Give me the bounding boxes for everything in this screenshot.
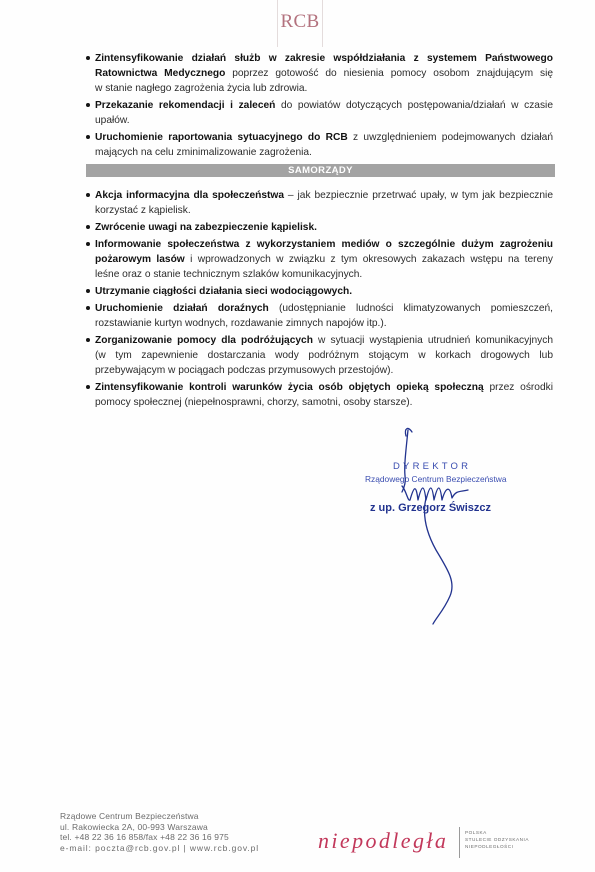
bold-text: Uruchomienie działań doraźnych xyxy=(95,302,269,314)
body-text: pomocy społecznej (niepełnosprawni, chorzy, samotni, osoby starsze). xyxy=(95,396,413,408)
bullet-icon xyxy=(86,135,90,139)
text-line xyxy=(95,113,553,128)
list-item xyxy=(95,237,553,282)
list-item xyxy=(95,380,553,410)
body-text: do powiatów dotyczących postępowania/działań w czasie xyxy=(275,99,553,111)
bullet-icon xyxy=(86,225,90,229)
footer-street: ul. Rakowiecka 2A, 00-993 Warszawa xyxy=(60,821,208,832)
signature-stroke-tail xyxy=(424,498,452,624)
text-line xyxy=(95,316,553,331)
text-line xyxy=(95,333,553,348)
body-text: i wprowadzonych w związku z tym okresowych zakazach wstępu na tereny xyxy=(184,253,553,265)
tagline-line: POLSKA xyxy=(465,829,487,835)
text-line xyxy=(95,348,553,363)
text-line xyxy=(95,380,553,395)
text-line xyxy=(95,220,553,235)
bold-text: pożarowym lasów xyxy=(95,253,185,265)
bold-text: Zintensyfikowanie działań służb w zakresie współdziałania z systemem Państwowego xyxy=(95,52,553,64)
text-line xyxy=(95,203,553,218)
bold-text: Utrzymanie ciągłości działania sieci wodociągowych. xyxy=(95,285,353,297)
text-line xyxy=(95,66,553,81)
list-item xyxy=(95,188,553,218)
bullet-icon xyxy=(86,103,90,107)
body-text: – jak bezpiecznie przetrwać upały, w tym jak bezpiecznie xyxy=(284,189,553,201)
signature-stroke-loops xyxy=(402,486,468,500)
text-line xyxy=(95,188,553,203)
text-line xyxy=(95,237,553,252)
list-item xyxy=(95,220,553,235)
footer-email-web: e-mail: poczta@rcb.gov.pl | www.rcb.gov.pl xyxy=(60,843,260,854)
text-line xyxy=(95,81,553,96)
text-line xyxy=(95,301,553,316)
list-item xyxy=(95,301,553,331)
bullet-icon xyxy=(86,242,90,246)
body-text: w stanie nagłego zagrożenia życia lub zdrowia. xyxy=(95,82,308,94)
stamp-institution: Rządowego Centrum Bezpieczeństwa xyxy=(365,474,507,484)
bullet-icon xyxy=(86,56,90,60)
text-line xyxy=(95,98,553,113)
section-heading-bar xyxy=(86,164,555,177)
local-government-bullet-list xyxy=(95,188,553,412)
footer-phone: tel. +48 22 36 16 858/fax +48 22 36 16 975 xyxy=(60,832,229,843)
list-item xyxy=(95,130,553,160)
bold-text: Ratownictwa Medycznego xyxy=(95,67,226,79)
text-line xyxy=(95,130,553,145)
text-line xyxy=(95,252,553,267)
body-text: przebywającym w pociągach podczas przymusowych przestojów). xyxy=(95,364,394,376)
bullet-icon xyxy=(86,306,90,310)
signature-stroke-top xyxy=(402,429,412,492)
list-item xyxy=(95,333,553,378)
text-line xyxy=(95,284,553,299)
body-text: leśne oraz o stanie technicznym szlaków komunikacyjnych. xyxy=(95,268,363,280)
text-line xyxy=(95,267,553,282)
logo-divider xyxy=(459,827,460,858)
body-text: korzystać z kąpielisk. xyxy=(95,204,191,216)
footer-address xyxy=(60,811,259,854)
bold-text: Informowanie społeczeństwa z wykorzystaniem mediów o szczególnie dużym zagrożeniu xyxy=(95,238,553,250)
body-text: upałów. xyxy=(95,114,130,126)
body-text: mających na celu zminimalizowanie zagrożenia. xyxy=(95,146,312,158)
body-text: w sytuacji wystąpienia utrudnień komunikacyjnych xyxy=(312,334,554,346)
body-text: (w tym zapewnienie dostarczania wody podróżnym stojącym w korkach drogowych lub xyxy=(95,349,553,361)
services-bullet-list xyxy=(95,51,553,162)
body-text: rozstawianie kurtyn wodnych, rozdawanie zimnych napojów itp.). xyxy=(95,317,387,329)
text-line xyxy=(95,145,553,160)
list-item xyxy=(95,51,553,96)
signatory-name: z up. Grzegorz Świszcz xyxy=(370,502,492,514)
niepodlegla-logo-script: niepodległa xyxy=(318,828,449,853)
tagline-line: STULECIE ODZYSKANIA xyxy=(465,836,529,842)
bullet-icon xyxy=(86,385,90,389)
footer-institution: Rządowe Centrum Bezpieczeństwa xyxy=(60,811,199,821)
bullet-icon xyxy=(86,338,90,342)
rcb-logo xyxy=(277,0,323,47)
bold-text: Zintensyfikowanie kontroli warunków życia osób objętych opieką społeczną xyxy=(95,381,484,393)
body-text: przez ośrodki xyxy=(483,381,553,393)
body-text: z uwzględnieniem podejmowanych działań xyxy=(347,131,553,143)
bold-text: Przekazanie rekomendacji i zaleceń xyxy=(95,99,276,111)
text-line xyxy=(95,395,553,410)
bold-text: Zorganizowanie pomocy dla podróżujących xyxy=(95,334,313,346)
bullet-icon xyxy=(86,289,90,293)
section-heading: SAMORZĄDY xyxy=(288,165,353,176)
handwritten-signature xyxy=(360,420,510,630)
bullet-icon xyxy=(86,193,90,197)
niepodlegla-logo-tagline xyxy=(465,829,529,850)
text-line xyxy=(95,51,553,66)
rcb-logo-text: RCB xyxy=(280,11,320,32)
body-text: (udostępnianie ludności klimatyzowanych pomieszczeń, xyxy=(268,302,553,314)
text-line xyxy=(95,363,553,378)
tagline-line: NIEPODLEGŁOŚCI xyxy=(465,843,514,849)
list-item xyxy=(95,98,553,128)
bold-text: Uruchomienie raportowania sytuacyjnego do RCB xyxy=(95,131,348,143)
bold-text: Zwrócenie uwagi na zabezpieczenie kąpielisk. xyxy=(95,221,317,233)
stamp-title: DYREKTOR xyxy=(393,461,472,472)
bold-text: Akcja informacyjna dla społeczeństwa xyxy=(95,189,284,201)
list-item xyxy=(95,284,553,299)
body-text: poprzez gotowość do niesienia pomocy osobom znajdującym się xyxy=(225,67,553,79)
